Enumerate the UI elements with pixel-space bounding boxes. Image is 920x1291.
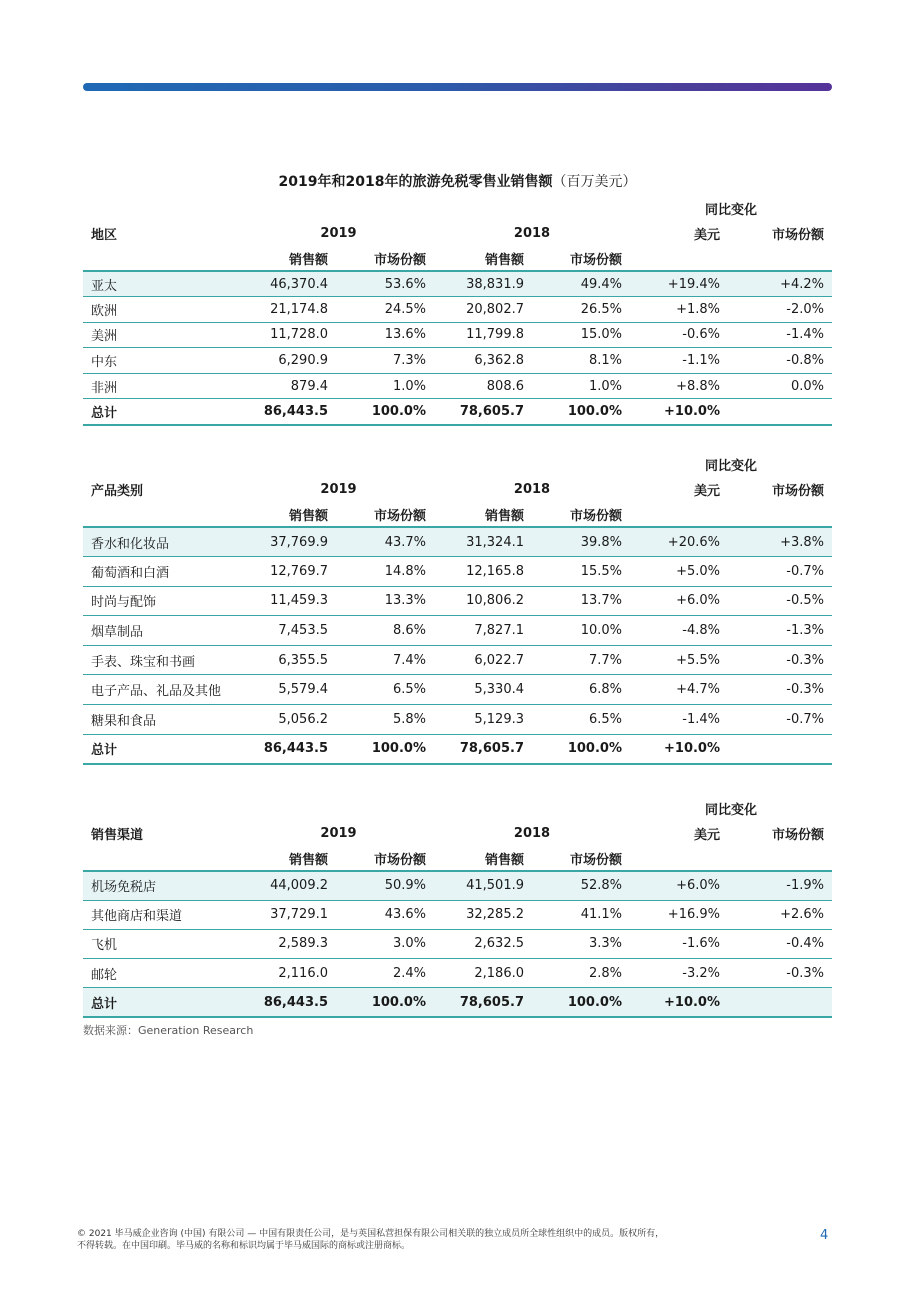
dimension-label: 地区 xyxy=(91,228,118,243)
sales-2019: 21,174.8 xyxy=(243,297,336,323)
share-2019: 7.4% xyxy=(336,645,434,675)
sales-2018: 7,827.1 xyxy=(434,616,532,646)
share-2018-header: 市场份额 xyxy=(569,252,622,268)
yoy-share: -1.9% xyxy=(728,871,832,900)
yoy-share: -2.0% xyxy=(728,297,832,323)
share-2019: 53.6% xyxy=(336,271,434,297)
sales-2019: 879.4 xyxy=(243,373,336,399)
sales-2018: 5,129.3 xyxy=(434,705,532,735)
total-sales-2018: 78,605.7 xyxy=(434,988,532,1017)
yoy-usd: -3.2% xyxy=(630,959,728,988)
row-label: 烟草制品 xyxy=(83,616,243,646)
total-row xyxy=(83,734,832,764)
share-2018: 41.1% xyxy=(532,900,630,929)
share-2019: 3.0% xyxy=(336,929,434,958)
yoy-change-header: 同比变化 xyxy=(704,458,757,474)
share-2018: 39.8% xyxy=(532,527,630,557)
sales-2018: 2,632.5 xyxy=(434,929,532,958)
yoy-share: +4.2% xyxy=(728,271,832,297)
share-2019: 8.6% xyxy=(336,616,434,646)
year-2019-header: 2019 xyxy=(320,226,357,241)
footer-line-1: © 2021 毕马威企业咨询 (中国) 有限公司 — 中国有限责任公司，是与英国私营担保有限公司相关联的独立成员所全球性组织中的成员。版权所有， xyxy=(77,1229,665,1239)
yoy-share: -1.3% xyxy=(728,616,832,646)
header-row-metrics xyxy=(83,846,832,871)
sales-2018: 12,165.8 xyxy=(434,557,532,587)
yoy-share: -0.3% xyxy=(728,959,832,988)
share-2018: 6.5% xyxy=(532,705,630,735)
sales-2018: 41,501.9 xyxy=(434,871,532,900)
yoy-usd: +1.8% xyxy=(630,297,728,323)
sales-2019: 46,370.4 xyxy=(243,271,336,297)
header-row-years xyxy=(83,477,832,502)
total-share-2018: 100.0% xyxy=(532,399,630,425)
table-row xyxy=(83,929,832,958)
total-label: 总计 xyxy=(83,399,243,425)
total-sales-2019: 86,443.5 xyxy=(243,734,336,764)
row-label: 糖果和食品 xyxy=(83,705,243,735)
share-2018: 1.0% xyxy=(532,373,630,399)
sales-2019: 5,056.2 xyxy=(243,705,336,735)
total-yoy-usd: +10.0% xyxy=(630,734,728,764)
yoy-share: -1.4% xyxy=(728,322,832,348)
year-2018-header: 2018 xyxy=(513,826,551,841)
dimension-label: 产品类别 xyxy=(91,484,144,499)
yoy-share: 0.0% xyxy=(728,373,832,399)
sales-2019: 44,009.2 xyxy=(243,871,336,900)
page-number: 4 xyxy=(820,1228,829,1243)
year-2018-header: 2018 xyxy=(513,482,551,497)
sales-2019: 2,116.0 xyxy=(243,959,336,988)
share-2019: 6.5% xyxy=(336,675,434,705)
total-label: 总计 xyxy=(83,988,243,1017)
yoy-change-header: 同比变化 xyxy=(704,802,757,818)
total-yoy-share xyxy=(728,734,832,764)
share-2019-header: 市场份额 xyxy=(373,508,426,524)
table-row xyxy=(83,645,832,675)
share-2018: 2.8% xyxy=(532,959,630,988)
row-label: 中东 xyxy=(83,348,243,374)
row-label: 机场免税店 xyxy=(83,871,243,900)
yoy-share: -0.5% xyxy=(728,586,832,616)
sales-2019: 12,769.7 xyxy=(243,557,336,587)
table-row xyxy=(83,705,832,735)
sales-2018: 11,799.8 xyxy=(434,322,532,348)
table-row xyxy=(83,900,832,929)
yoy-usd: +8.8% xyxy=(630,373,728,399)
table-row xyxy=(83,527,832,557)
share-2019: 24.5% xyxy=(336,297,434,323)
share-2018: 7.7% xyxy=(532,645,630,675)
sales-2019: 5,579.4 xyxy=(243,675,336,705)
share-2019: 13.3% xyxy=(336,586,434,616)
table-row xyxy=(83,322,832,348)
total-label: 总计 xyxy=(83,734,243,764)
header-row-yoy xyxy=(83,795,832,821)
data-source-note: 数据来源：Generation Research xyxy=(83,1024,254,1037)
yoy-usd: -1.4% xyxy=(630,705,728,735)
yoy-usd: +6.0% xyxy=(630,586,728,616)
table-row xyxy=(83,616,832,646)
header-row-yoy xyxy=(83,195,832,221)
yoy-share: -0.8% xyxy=(728,348,832,374)
total-yoy-share xyxy=(728,988,832,1017)
total-row xyxy=(83,988,832,1017)
sales-2019: 37,769.9 xyxy=(243,527,336,557)
table-row xyxy=(83,959,832,988)
total-share-2019: 100.0% xyxy=(336,399,434,425)
yoy-change-header: 同比变化 xyxy=(704,202,757,218)
row-label: 时尚与配饰 xyxy=(83,586,243,616)
top-accent-bar xyxy=(83,83,832,91)
yoy-share: -0.7% xyxy=(728,557,832,587)
yoy-usd: +6.0% xyxy=(630,871,728,900)
yoy-share: +2.6% xyxy=(728,900,832,929)
row-label: 电子产品、礼品及其他 xyxy=(83,675,243,705)
yoy-usd: -0.6% xyxy=(630,322,728,348)
total-yoy-usd: +10.0% xyxy=(630,399,728,425)
sales-2019: 11,728.0 xyxy=(243,322,336,348)
table-row xyxy=(83,348,832,374)
share-2019-header: 市场份额 xyxy=(373,852,426,868)
table-row xyxy=(83,271,832,297)
share-2019: 43.6% xyxy=(336,900,434,929)
sales-2018: 6,362.8 xyxy=(434,348,532,374)
year-2019-header: 2019 xyxy=(320,482,357,497)
sales-2019-header: 销售额 xyxy=(288,252,328,268)
share-2018-header: 市场份额 xyxy=(569,852,622,868)
share-2019: 14.8% xyxy=(336,557,434,587)
row-label: 非洲 xyxy=(83,373,243,399)
region-sales-table xyxy=(83,195,832,426)
category-sales-table xyxy=(83,451,832,765)
share-2019: 7.3% xyxy=(336,348,434,374)
table-row xyxy=(83,586,832,616)
sales-2018-header: 销售额 xyxy=(484,508,524,524)
yoy-usd: +16.9% xyxy=(630,900,728,929)
row-label: 美洲 xyxy=(83,322,243,348)
total-sales-2019: 86,443.5 xyxy=(243,399,336,425)
yoy-share: -0.4% xyxy=(728,929,832,958)
total-yoy-share xyxy=(728,399,832,425)
yoy-share: -0.3% xyxy=(728,645,832,675)
title-text: 2019年和2018年的旅游免税零售业销售额 xyxy=(278,174,553,190)
copyright-footer xyxy=(77,1228,777,1252)
sales-2019-header: 销售额 xyxy=(288,852,328,868)
dimension-label: 销售渠道 xyxy=(91,828,144,843)
share-2019: 1.0% xyxy=(336,373,434,399)
total-share-2018: 100.0% xyxy=(532,988,630,1017)
sales-2019: 6,290.9 xyxy=(243,348,336,374)
sales-2018: 32,285.2 xyxy=(434,900,532,929)
header-row-years xyxy=(83,821,832,846)
sales-2019: 11,459.3 xyxy=(243,586,336,616)
yoy-share: -0.7% xyxy=(728,705,832,735)
year-2019-header: 2019 xyxy=(320,826,357,841)
sales-2019: 37,729.1 xyxy=(243,900,336,929)
sales-2018: 38,831.9 xyxy=(434,271,532,297)
row-label: 飞机 xyxy=(83,929,243,958)
sales-2018: 6,022.7 xyxy=(434,645,532,675)
yoy-usd: +4.7% xyxy=(630,675,728,705)
share-2019-header: 市场份额 xyxy=(373,252,426,268)
yoy-usd: +5.5% xyxy=(630,645,728,675)
row-label: 邮轮 xyxy=(83,959,243,988)
total-sales-2019: 86,443.5 xyxy=(243,988,336,1017)
yoy-share: +3.8% xyxy=(728,527,832,557)
row-label: 手表、珠宝和书画 xyxy=(83,645,243,675)
yoy-usd: +20.6% xyxy=(630,527,728,557)
header-row-metrics xyxy=(83,502,832,527)
sales-2018: 10,806.2 xyxy=(434,586,532,616)
header-row-metrics xyxy=(83,246,832,271)
usd-header: 美元 xyxy=(693,484,720,499)
share-2019: 2.4% xyxy=(336,959,434,988)
sales-2018-header: 销售额 xyxy=(484,852,524,868)
share-2018: 49.4% xyxy=(532,271,630,297)
table-row xyxy=(83,871,832,900)
sales-2018: 2,186.0 xyxy=(434,959,532,988)
page-title xyxy=(83,171,832,191)
sales-2018: 808.6 xyxy=(434,373,532,399)
share-2018: 13.7% xyxy=(532,586,630,616)
share-2019: 5.8% xyxy=(336,705,434,735)
share-2018: 3.3% xyxy=(532,929,630,958)
row-label: 其他商店和渠道 xyxy=(83,900,243,929)
row-label: 欧洲 xyxy=(83,297,243,323)
total-sales-2018: 78,605.7 xyxy=(434,399,532,425)
share-change-header: 市场份额 xyxy=(771,484,824,499)
sales-2019: 2,589.3 xyxy=(243,929,336,958)
yoy-usd: -4.8% xyxy=(630,616,728,646)
share-change-header: 市场份额 xyxy=(771,828,824,843)
row-label: 亚太 xyxy=(83,271,243,297)
sales-2019-header: 销售额 xyxy=(288,508,328,524)
sales-2018: 31,324.1 xyxy=(434,527,532,557)
share-2018: 6.8% xyxy=(532,675,630,705)
yoy-share: -0.3% xyxy=(728,675,832,705)
yoy-usd: +5.0% xyxy=(630,557,728,587)
table-row xyxy=(83,675,832,705)
total-yoy-usd: +10.0% xyxy=(630,988,728,1017)
total-share-2019: 100.0% xyxy=(336,734,434,764)
share-2019: 43.7% xyxy=(336,527,434,557)
usd-header: 美元 xyxy=(693,828,720,843)
share-change-header: 市场份额 xyxy=(771,228,824,243)
row-label: 香水和化妆品 xyxy=(83,527,243,557)
sales-2019: 6,355.5 xyxy=(243,645,336,675)
share-2018: 26.5% xyxy=(532,297,630,323)
header-row-years xyxy=(83,221,832,246)
header-row-yoy xyxy=(83,451,832,477)
sales-2018: 20,802.7 xyxy=(434,297,532,323)
footer-line-2: 不得转载。在中国印刷。毕马威的名称和标识均属于毕马威国际的商标或注册商标。 xyxy=(77,1241,411,1251)
yoy-usd: +19.4% xyxy=(630,271,728,297)
share-2019: 50.9% xyxy=(336,871,434,900)
share-2018-header: 市场份额 xyxy=(569,508,622,524)
share-2018: 52.8% xyxy=(532,871,630,900)
total-share-2019: 100.0% xyxy=(336,988,434,1017)
yoy-usd: -1.6% xyxy=(630,929,728,958)
channel-sales-table xyxy=(83,795,832,1018)
share-2019: 13.6% xyxy=(336,322,434,348)
year-2018-header: 2018 xyxy=(513,226,551,241)
share-2018: 10.0% xyxy=(532,616,630,646)
yoy-usd: -1.1% xyxy=(630,348,728,374)
total-sales-2018: 78,605.7 xyxy=(434,734,532,764)
share-2018: 15.0% xyxy=(532,322,630,348)
share-2018: 8.1% xyxy=(532,348,630,374)
row-label: 葡萄酒和白酒 xyxy=(83,557,243,587)
total-share-2018: 100.0% xyxy=(532,734,630,764)
share-2018: 15.5% xyxy=(532,557,630,587)
sales-2018-header: 销售额 xyxy=(484,252,524,268)
total-row xyxy=(83,399,832,425)
sales-2019: 7,453.5 xyxy=(243,616,336,646)
table-row xyxy=(83,373,832,399)
table-row xyxy=(83,297,832,323)
sales-2018: 5,330.4 xyxy=(434,675,532,705)
usd-header: 美元 xyxy=(693,228,720,243)
table-row xyxy=(83,557,832,587)
title-unit: （百万美元） xyxy=(552,174,637,190)
